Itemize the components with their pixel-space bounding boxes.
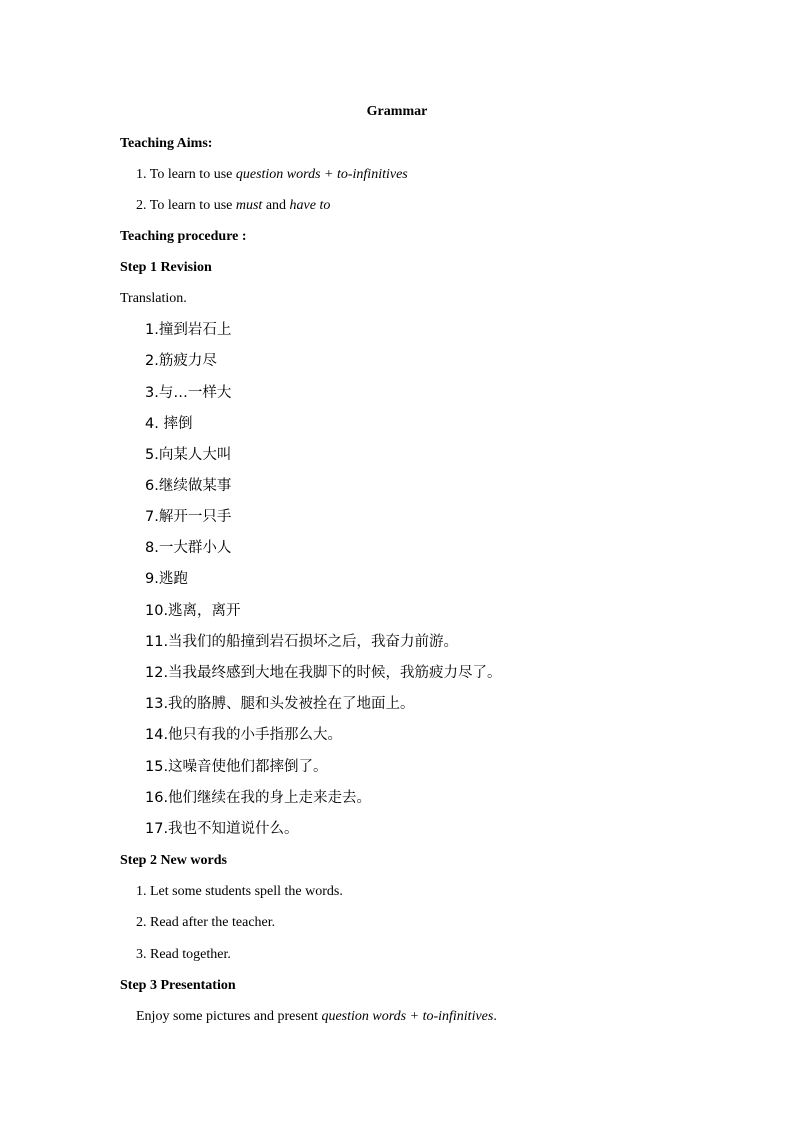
translation-item: 15.这噪音使他们都摔倒了。	[145, 759, 328, 775]
translation-item: 13.我的胳膊、腿和头发被拴在了地面上。	[145, 696, 415, 712]
translation-item: 6.继续做某事	[145, 478, 232, 494]
translation-item: 1.撞到岩石上	[145, 322, 232, 338]
translation-item: 12.当我最终感到大地在我脚下的时候，我筋疲力尽了。	[145, 665, 502, 681]
translation-item: 14.他只有我的小手指那么大。	[145, 727, 343, 743]
document-title: Grammar	[366, 104, 428, 119]
aim-item: 1. To learn to use question words + to-infinitives	[136, 167, 408, 182]
translation-item: 8.一大群小人	[145, 540, 232, 556]
translation-item: 11.当我们的船撞到岩石损坏之后，我奋力前游。	[145, 634, 459, 650]
step2-item: 1. Let some students spell the words.	[136, 884, 343, 899]
teaching-procedure-heading: Teaching procedure :	[120, 229, 247, 244]
translation-item: 7.解开一只手	[145, 509, 232, 525]
translation-item: 2.筋疲力尽	[145, 353, 217, 369]
translation-label: Translation.	[120, 291, 187, 306]
step1-heading: Step 1 Revision	[120, 260, 212, 275]
translation-item: 10.逃离，离开	[145, 603, 241, 619]
step3-heading: Step 3 Presentation	[120, 978, 236, 993]
step2-item: 3. Read together.	[136, 947, 231, 962]
translation-item: 4. 摔倒	[145, 416, 193, 432]
translation-item: 5.向某人大叫	[145, 447, 232, 463]
translation-item: 16.他们继续在我的身上走来走去。	[145, 790, 372, 806]
translation-item: 3.与…一样大	[145, 385, 232, 401]
step3-text: Enjoy some pictures and present question words + to-infinitives.	[136, 1009, 497, 1024]
aim-item: 2. To learn to use must and have to	[136, 198, 331, 213]
translation-item: 9.逃跑	[145, 571, 188, 587]
teaching-aims-heading: Teaching Aims:	[120, 136, 213, 151]
translation-item: 17.我也不知道说什么。	[145, 821, 299, 837]
step2-item: 2. Read after the teacher.	[136, 915, 276, 930]
step2-heading: Step 2 New words	[120, 853, 227, 868]
